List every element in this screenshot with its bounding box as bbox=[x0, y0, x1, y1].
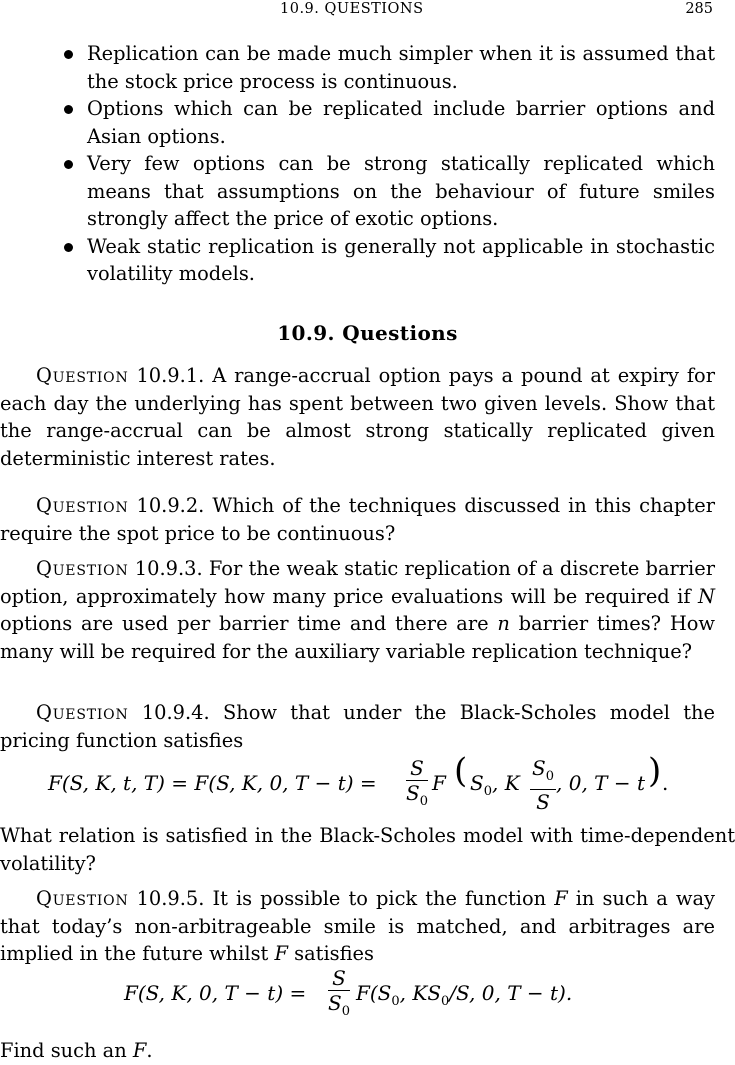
variable-N: N bbox=[698, 584, 715, 608]
bullet-item: Very few options can be strong statically replicated which means that assumptions on the behaviour of future smiles strongly affect the price of exotic options. bbox=[0, 150, 735, 233]
question-number: 10.9.2. bbox=[136, 494, 205, 517]
question-label: Question bbox=[36, 364, 129, 387]
running-head: 10.9. QUESTIONS bbox=[280, 1, 424, 17]
bullet-icon bbox=[64, 160, 73, 169]
question-10-9-2 bbox=[0, 492, 715, 547]
question-number: 10.9.4. bbox=[141, 701, 210, 724]
bullet-icon bbox=[64, 243, 73, 252]
bullet-icon bbox=[64, 50, 73, 59]
section-title: 10.9. Questions bbox=[277, 321, 458, 345]
question-label: Question bbox=[36, 887, 129, 910]
fraction-s-over-s0: $\frac{S}{S_0}$ bbox=[328, 966, 350, 1019]
bullet-item: Weak static replication is generally not applicable in stochastic volatility models. bbox=[0, 233, 735, 288]
question-number: 10.9.1. bbox=[136, 364, 205, 387]
bullet-item: Replication can be made much simpler when it is assumed that the stock price process is continuous. bbox=[0, 40, 735, 95]
question-label: Question bbox=[36, 701, 129, 724]
fraction-s-over-s0: $\frac{S}{S_0}$ bbox=[406, 756, 428, 809]
question-10-9-3: Question 10.9.3. For the weak static replication of a discrete barrier option, approximately how many price evaluations will be required if N options are used per barrier time and there are n barrier times? How many will be required for the auxiliary variable replication technique? bbox=[0, 557, 716, 663]
bullet-icon bbox=[64, 105, 73, 114]
question-10-9-5-final: Find such an F. bbox=[0, 1039, 153, 1062]
fraction-s0-over-s: $\frac{S_0}{S}$ bbox=[532, 756, 554, 814]
equation-lhs: F(S, K, t, T) = F(S, K, 0, T − t) = bbox=[48, 771, 377, 795]
question-number: 10.9.5. bbox=[136, 887, 205, 910]
summary-bullet-list bbox=[0, 40, 735, 288]
question-10-9-4-followup: What relation is satisfied in the Black-Scholes model with time-dependent volatility? bbox=[0, 824, 735, 875]
equation-lhs: F(S, K, 0, T − t) = bbox=[124, 981, 307, 1005]
bullet-item: Options which can be replicated include barrier options and Asian options. bbox=[0, 95, 735, 150]
page-number: 285 bbox=[685, 1, 713, 17]
question-text: A range-accrual option pays a pound at expiry for each day the underlying has spent between two given levels. Show that the range-accrual can be almost strong statically replicated given deterministic interest rates. bbox=[0, 364, 715, 470]
question-number: 10.9.3. bbox=[134, 557, 203, 580]
question-10-9-5: Question 10.9.5. It is possible to pick the function F in such a way that today’s non-arbitrageable smile is matched, and arbitrages are implied in the future whilst F satisfies bbox=[0, 887, 715, 965]
question-10-9-4: Question 10.9.4. Show that under the Black-Scholes model the pricing function satisfies bbox=[0, 701, 715, 752]
question-10-9-1 bbox=[0, 362, 715, 472]
variable-n: n bbox=[497, 612, 510, 635]
question-label: Question bbox=[36, 557, 129, 580]
question-label: Question bbox=[36, 494, 129, 517]
running-header bbox=[0, 0, 735, 20]
question-text: Which of the techniques discussed in this chapter require the spot price to be continuous? bbox=[0, 494, 716, 545]
